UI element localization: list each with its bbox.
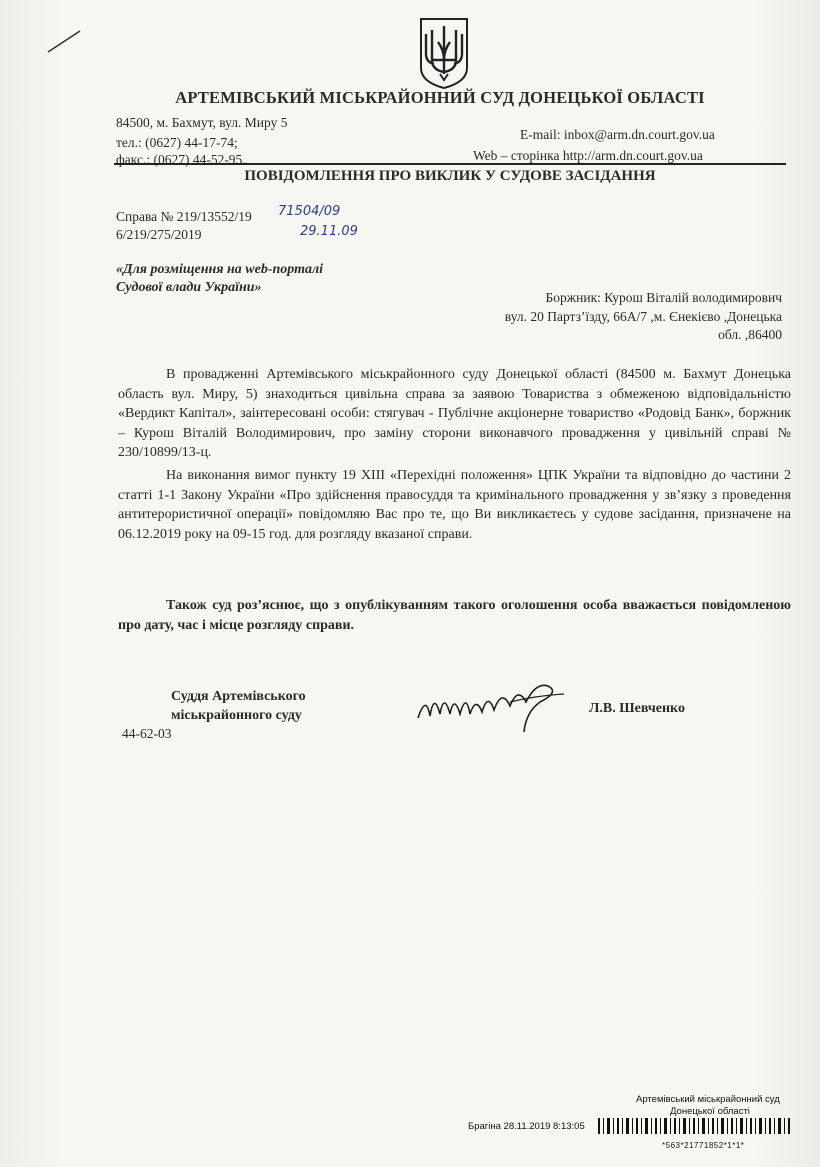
header-divider (114, 163, 786, 165)
trident-emblem-icon (418, 16, 470, 90)
handwritten-signature (414, 672, 580, 738)
court-fax: факс.: (0627) 44-52-95. (116, 152, 246, 167)
notice-title: ПОВІДОМЛЕННЯ ПРО ВИКЛИК У СУДОВЕ ЗАСІДАННЯ (244, 168, 656, 184)
debtor-address-line1: вул. 20 Партз’їзду, 66А/7 ,м. Єнекієво ,Донецька (504, 309, 782, 324)
court-address: 84500, м. Бахмут, вул. Миру 5 (116, 115, 288, 130)
court-email: E-mail: inbox@arm.dn.court.gov.ua (520, 127, 715, 142)
court-phone: тел.: (0627) 44-17-74; (116, 135, 238, 150)
pen-mark (46, 28, 82, 54)
judge-name: Л.В. Шевченко (589, 701, 685, 716)
handwritten-registration: 71504/09 (278, 204, 341, 219)
court-name: АРТЕМІВСЬКИЙ МІСЬКРАЙОННИЙ СУД ДОНЕЦЬКОЇ ОБЛАСТІ (175, 88, 705, 107)
placement-note-line2: Судової влади України» (116, 280, 262, 295)
barcode-text: *563*21771852*1*1* (662, 1141, 745, 1150)
signature-title-line1: Суддя Артемівського (171, 689, 306, 704)
proceeding-number: 6/219/275/2019 (116, 227, 202, 242)
signature-title-line2: міськрайонного суду (171, 708, 302, 723)
body-paragraph-2: На виконання вимог пункту 19 ХІІІ «Перехідні положення» ЦПК України та відповідно до частини 2 статті 1-1 Закону України «Про здійснення правосуддя та кримінального провадження у зв’язку з проведення антитерористичної операції» повідомляю Вас про те, що Ви викликаєтесь у судове засідання, призначене на 06.12.2019 року на 09-15 год. для розгляду вказаної справи. (118, 468, 791, 542)
handwritten-date: 29.11.09 (300, 224, 358, 239)
body-paragraph-3: Також суд роз’яснює, що з опублікуванням такого оголошення особа вважається повідомленою про дату, час і місце розгляду справи. (118, 598, 791, 633)
court-website: Web – сторінка http://arm.dn.court.gov.ua (473, 148, 703, 163)
stamp-court-line2: Донецької області (670, 1106, 750, 1117)
debtor-address-line2: обл. ,86400 (718, 327, 782, 342)
barcode (598, 1118, 794, 1140)
stamp-court-line1: Артемівський міськрайонний суд (636, 1094, 780, 1105)
judge-phone: 44-62-03 (122, 726, 172, 741)
placement-note-line1: «Для розміщення на web-порталі (116, 262, 324, 277)
stamp-registrar: Брагіна 28.11.2019 8:13:05 (468, 1121, 585, 1132)
debtor-name: Боржник: Курош Віталій володимирович (545, 290, 782, 305)
body-paragraph-1: В провадженні Артемівського міськрайонного суду Донецької області (84500 м. Бахмут Донецька область вул. Миру, 5) знаходиться цивільна справа за заявою Товариства з обмеженою відповідальністю «Вердикт Капітал», заінтересовані особи: стягувач - Публічне акціонерне товариство «Родовід Банк», боржник – Курош Віталій Володимирович, про заміну сторони виконавчого провадження у цивільній справі № 230/10899/13-ц. (118, 367, 791, 460)
case-number: Справа № 219/13552/19 (116, 209, 252, 224)
